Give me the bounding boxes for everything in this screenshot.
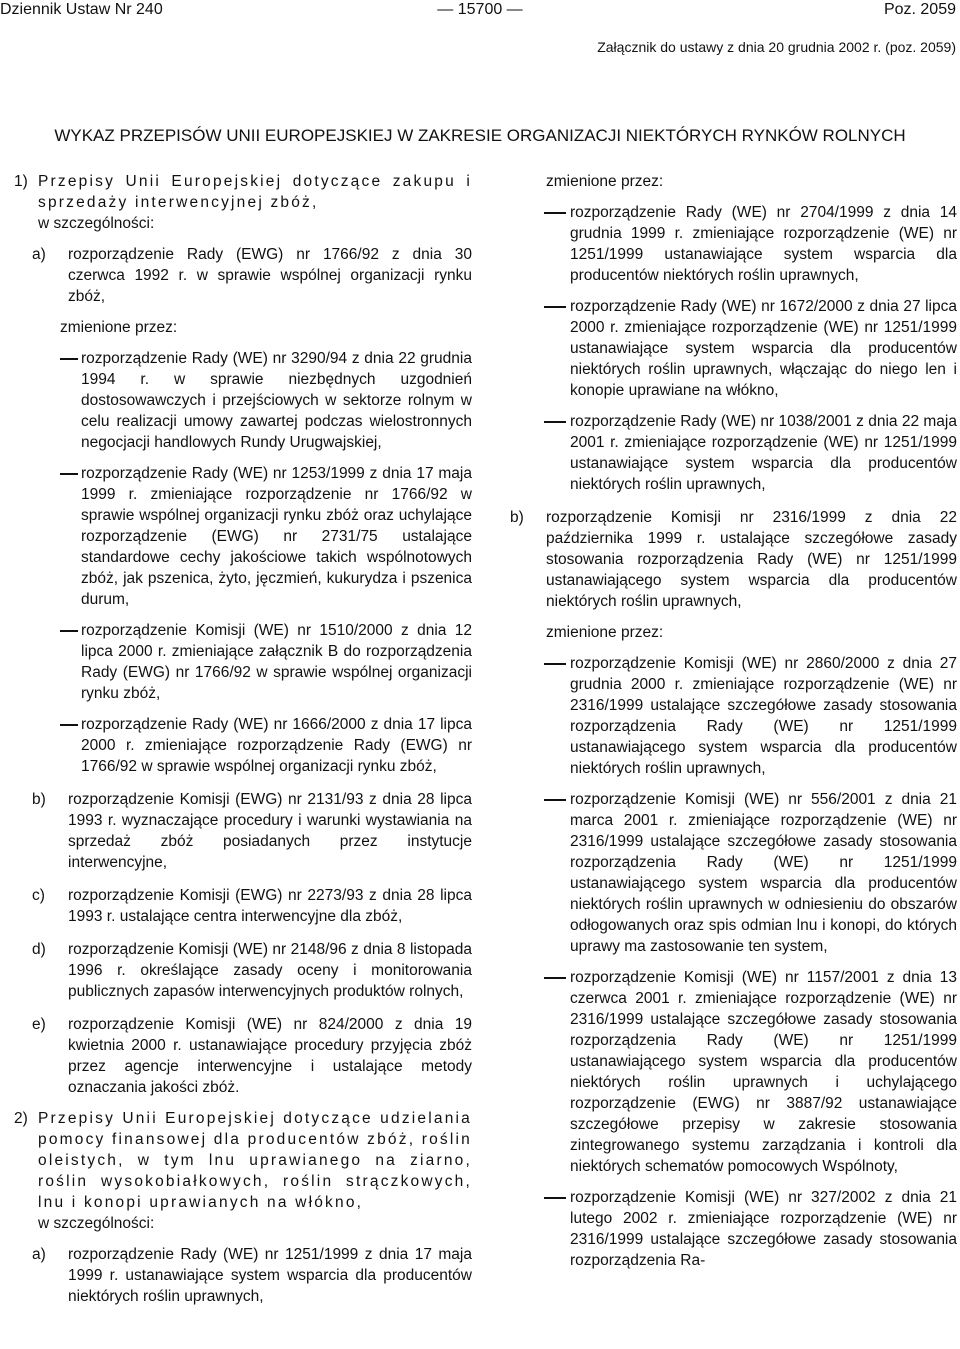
item-2b-text: rozporządzenie Komisji nr 2316/1999 z dnia 22 października 1999 r. ustalające szczegółowe zasady stosowania rozporządzenia Rady (WE) nr 1251/1999 ustanawiającego system wsparcia dla producentów niektórych roślin uprawnych, <box>546 509 957 610</box>
item-1b <box>14 789 472 873</box>
item-2b-amendment-1: rozporządzenie Komisji (WE) nr 2860/2000 z dnia 27 grudnia 2000 r. zmieniające rozporządzenie (WE) nr 2316/1999 ustalające szczegółowe zasady stosowania rozporządzenia Rady (WE) nr 1251/1999 ustanawiającego system wsparcia dla producentów niektórych roślin uprawnych, <box>510 653 957 779</box>
item-1a-amendment-1: rozporządzenie Rady (WE) nr 3290/94 z dnia 22 grudnia 1994 r. w sprawie niezbędnych uzgodnień dostosowawczych i przejściowych w sektorze rolnym w celu realizacji umowy zawartej podczas wielostronnych negocjacji handlowych Rundy Urugwajskiej, <box>14 348 472 453</box>
position-number: Poz. 2059 <box>883 1 956 18</box>
item-1c-text: rozporządzenie Komisji (EWG) nr 2273/93 z dnia 28 lipca 1993 r. ustalające centra interwencyjne dla zbóż, <box>68 887 472 925</box>
item-2a-amendment-2: rozporządzenie Rady (WE) nr 1672/2000 z dnia 27 lipca 2000 r. zmieniające rozporządzenie (WE) nr 1251/1999 ustanawiające system wsparcia dla producentów niektórych roślin uprawnych, włączając do niego len i konopie uprawiane na włókno, <box>510 296 957 401</box>
item-2a-text: rozporządzenie Rady (WE) nr 1251/1999 z dnia 17 maja 1999 r. ustanawiające system wsparcia dla producentów niektórych roślin uprawnych, <box>68 1246 472 1305</box>
item-1b-label: b) <box>32 791 46 808</box>
item-2b-changed-by: zmienione przez: <box>546 624 664 641</box>
document-title: WYKAZ PRZEPISÓW UNII EUROPEJSKIEJ W ZAKRESIE ORGANIZACJI NIEKTÓRYCH RYNKÓW ROLNYCH <box>54 126 906 145</box>
item-1e-text: rozporządzenie Komisji (WE) nr 824/2000 z dnia 19 kwietnia 2000 r. ustanawiające procedury przyjęcia zbóż przez agencje interwencyjne i ustalające metody oznaczania jakości zbóż. <box>68 1016 472 1096</box>
annex-note: Załącznik do ustawy z dnia 20 grudnia 2002 r. (poz. 2059) <box>597 39 956 55</box>
item-1d-label: d) <box>32 941 46 958</box>
section-1-heading-text: Przepisy Unii Europejskiej dotyczące zakupu i sprzedaży interwencyjnej zbóż, <box>38 173 472 211</box>
section-1-heading <box>14 171 472 213</box>
item-1d <box>14 939 472 1002</box>
item-2b-amendment-3: rozporządzenie Komisji (WE) nr 1157/2001 z dnia 13 czerwca 2001 r. zmieniające rozporządzenie (WE) nr 2316/1999 ustalające szczegółowe zasady stosowania rozporządzenia Rady (WE) nr 1251/1999 ustanawiającego system wsparcia dla producentów niektórych roślin uprawnych i uchylającego rozporządzenie (EWG) nr 3887/92 ustanawiające szczegółowe przepisy w zakresie stosowania zintegrowanego systemu zarządzania i kontroli dla niektórych schematów pomocowych Wspólnoty, <box>510 967 957 1177</box>
item-2b-amendment-4: rozporządzenie Komisji (WE) nr 327/2002 z dnia 21 lutego 2002 r. zmieniające rozporządzenie (WE) nr 2316/1999 ustalające szczegółowe zasady stosowania rozporządzenia Ra- <box>510 1187 957 1271</box>
item-1a-changed-by: zmienione przez: <box>60 319 178 336</box>
section-2-detail: w szczególności: <box>38 1215 155 1232</box>
page-header <box>0 0 960 20</box>
left-column <box>14 171 472 1307</box>
section-1-detail: w szczególności: <box>38 215 155 232</box>
item-1a-label: a) <box>32 246 46 263</box>
item-2a-label: a) <box>32 1246 46 1263</box>
item-1a-amendment-3: rozporządzenie Komisji (WE) nr 1510/2000 z dnia 12 lipca 2000 r. zmieniające załącznik B do rozporządzenia Rady (EWG) nr 1766/92 w sprawie wspólnej organizacji rynku zbóż, <box>14 620 472 704</box>
item-1b-text: rozporządzenie Komisji (EWG) nr 2131/93 z dnia 28 lipca 1993 r. wyznaczające procedury i warunki wystawiania na sprzedaż zbóż posiadanych przez instytucje interwencyjne, <box>68 791 472 871</box>
item-1d-text: rozporządzenie Komisji (WE) nr 2148/96 z dnia 8 listopada 1996 r. określające zasady oceny i monitorowania publicznych zapasów interwencyjnych produktów rolnych, <box>68 941 472 1000</box>
section-2-label: 2) <box>14 1110 28 1127</box>
item-1a <box>14 244 472 307</box>
section-2-heading-text: Przepisy Unii Europejskiej dotyczące udzielania pomocy finansowej dla producentów zbóż, roślin oleistych, w tym lnu uprawianego na ziarno, roślin wysokobiałkowych, roślin strączkowych, lnu i konopi uprawianych na włókno, <box>38 1110 472 1211</box>
item-2b <box>510 507 957 612</box>
item-1e-label: e) <box>32 1016 46 1033</box>
section-2-heading <box>14 1108 472 1213</box>
section-1-label: 1) <box>14 173 28 190</box>
item-1c <box>14 885 472 927</box>
journal-title: Dziennik Ustaw Nr 240 <box>0 1 163 18</box>
item-1c-label: c) <box>32 887 45 904</box>
item-1a-amendment-2: rozporządzenie Rady (WE) nr 1253/1999 z dnia 17 maja 1999 r. zmieniające rozporządzenie nr 1766/92 w sprawie wspólnej organizacji rynku zbóż oraz uchylające rozporządzenie (EWG) nr 2731/75 ustalające standardowe cechy jakościowe takich wspólnotowych zbóż, jak pszenica, żyto, jęczmień, kukurydza i pszenica durum, <box>14 463 472 610</box>
item-2a-amendment-3: rozporządzenie Rady (WE) nr 1038/2001 z dnia 22 maja 2001 r. zmieniające rozporządzenie (WE) nr 1251/1999 ustanawiające system wsparcia dla producentów niektórych roślin uprawnych, <box>510 411 957 495</box>
page-number: — 15700 — <box>437 1 523 18</box>
item-2a <box>14 1244 472 1307</box>
item-2b-label: b) <box>510 509 524 526</box>
item-2a-amendment-1: rozporządzenie Rady (WE) nr 2704/1999 z dnia 14 grudnia 1999 r. zmieniające rozporządzenie (WE) nr 1251/1999 ustanawiające system wsparcia dla producentów niektórych roślin uprawnych, <box>510 202 957 286</box>
item-2a-changed-by: zmienione przez: <box>546 173 664 190</box>
item-1a-amendment-4: rozporządzenie Rady (WE) nr 1666/2000 z dnia 17 lipca 2000 r. zmieniające rozporządzenie Rady (EWG) nr 1766/92 w sprawie wspólnej organizacji rynku zbóż, <box>14 714 472 777</box>
item-1e <box>14 1014 472 1098</box>
right-column <box>510 171 957 1271</box>
item-1a-text: rozporządzenie Rady (EWG) nr 1766/92 z dnia 30 czerwca 1992 r. w sprawie wspólnej organizacji rynku zbóż, <box>68 246 472 305</box>
item-2b-amendment-2: rozporządzenie Komisji (WE) nr 556/2001 z dnia 21 marca 2001 r. zmieniające rozporządzenie (WE) nr 2316/1999 ustalające szczegółowe zasady stosowania rozporządzenia Rady (WE) nr 1251/1999 ustanawiającego system wsparcia dla producentów niektórych roślin uprawnych w odniesieniu do obszarów odłogowanych oraz spis odmian lnu i konopi, do których uprawy ma zastosowanie ten system, <box>510 789 957 957</box>
